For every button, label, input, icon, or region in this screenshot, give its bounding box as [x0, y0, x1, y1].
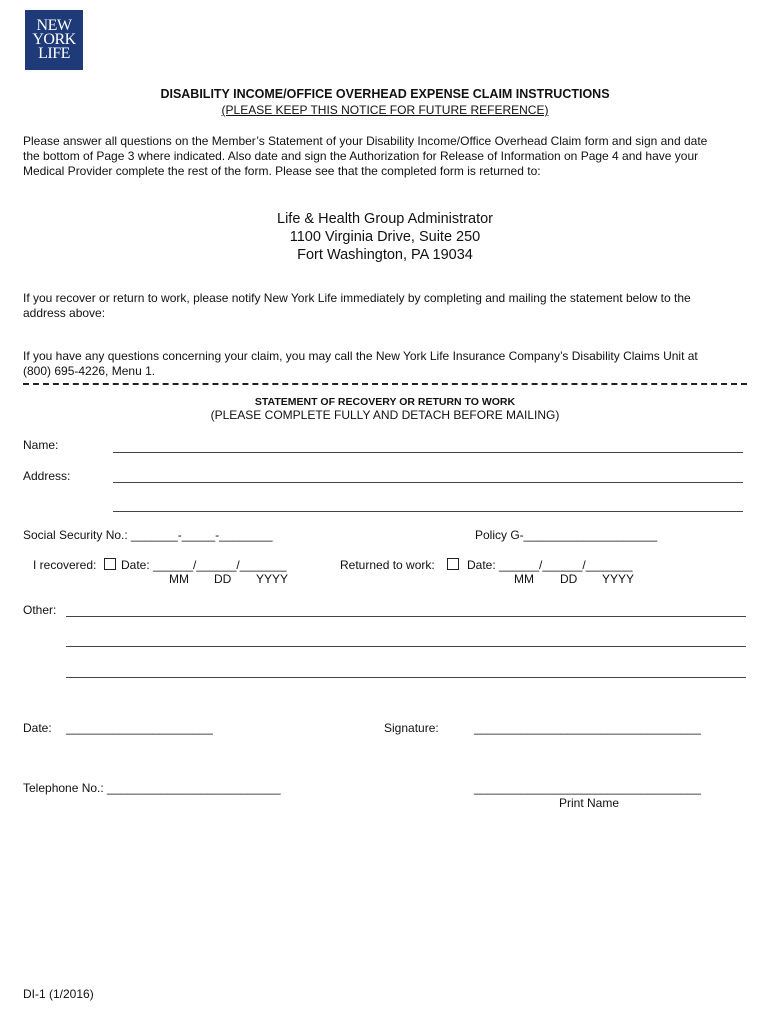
- policy-field[interactable]: Policy G-____________________: [475, 528, 658, 542]
- form-id: DI-1 (1/2016): [23, 987, 94, 1001]
- other-field-line-3[interactable]: [66, 677, 746, 678]
- returned-label: Returned to work:: [340, 558, 435, 572]
- recovered-yyyy-label: YYYY: [256, 572, 289, 586]
- print-name-field[interactable]: __________________________________: [474, 781, 701, 795]
- detach-line: [23, 383, 747, 385]
- document-title: DISABILITY INCOME/OFFICE OVERHEAD EXPENSE CLAIM INSTRUCTIONS: [160, 87, 610, 101]
- returned-mm-label: MM: [514, 572, 534, 586]
- returned-dd-label: DD: [560, 572, 578, 586]
- date-label: Date:: [23, 721, 52, 735]
- mailing-address: Life & Health Group Administrator 1100 Virginia Drive, Suite 250 Fort Washington, PA 19034: [277, 211, 493, 263]
- questions-notice: If you have any questions concerning your claim, you may call the New York Life Insurance Company’s Disability Claims Unit at (800) 695-4226, Menu 1.: [23, 349, 698, 378]
- recovered-mm-label: MM: [169, 572, 189, 586]
- recovered-label: I recovered:: [33, 558, 97, 572]
- signature-field[interactable]: __________________________________: [474, 721, 701, 735]
- statement-title: STATEMENT OF RECOVERY OR RETURN TO WORK: [254, 396, 516, 408]
- recovered-dd-label: DD: [214, 572, 232, 586]
- ssn-field[interactable]: Social Security No.: _______-_____-________: [23, 528, 273, 542]
- statement-subtitle: (PLEASE COMPLETE FULLY AND DETACH BEFORE MAILING): [210, 408, 560, 422]
- returned-yyyy-label: YYYY: [602, 572, 635, 586]
- recovered-date-field[interactable]: Date: ______/______/_______: [121, 558, 287, 572]
- address-field-line-1[interactable]: [113, 482, 743, 483]
- address-field-line-2[interactable]: [113, 511, 743, 512]
- document-subtitle: (PLEASE KEEP THIS NOTICE FOR FUTURE REFERENCE): [221, 103, 549, 117]
- other-label: Other:: [23, 603, 57, 617]
- telephone-field[interactable]: Telephone No.: __________________________: [23, 781, 281, 795]
- signature-label: Signature:: [384, 721, 439, 735]
- new-york-life-logo: NEW YORK LIFE: [25, 10, 83, 70]
- name-field[interactable]: [113, 452, 743, 453]
- name-label: Name:: [23, 438, 59, 452]
- intro-paragraph: Please answer all questions on the Member’s Statement of your Disability Income/Office Overhead Claim form and sign and date the bottom of Page 3 where indicated. Also date and sign the Authorization for Release of Information on Page 4 and have your Medical Provider complete the rest of the form. Please see that the completed form is returned to:: [23, 134, 708, 178]
- recover-notice: If you recover or return to work, please notify New York Life immediately by completing and mailing the statement below to the address above:: [23, 291, 691, 320]
- recovered-checkbox[interactable]: [104, 558, 116, 570]
- other-field-line-1[interactable]: [66, 616, 746, 617]
- print-name-label: Print Name: [559, 796, 620, 810]
- returned-date-field[interactable]: Date: ______/______/_______: [467, 558, 633, 572]
- address-label: Address:: [23, 469, 71, 483]
- returned-checkbox[interactable]: [447, 558, 459, 570]
- date-field[interactable]: ______________________: [66, 721, 213, 735]
- other-field-line-2[interactable]: [66, 646, 746, 647]
